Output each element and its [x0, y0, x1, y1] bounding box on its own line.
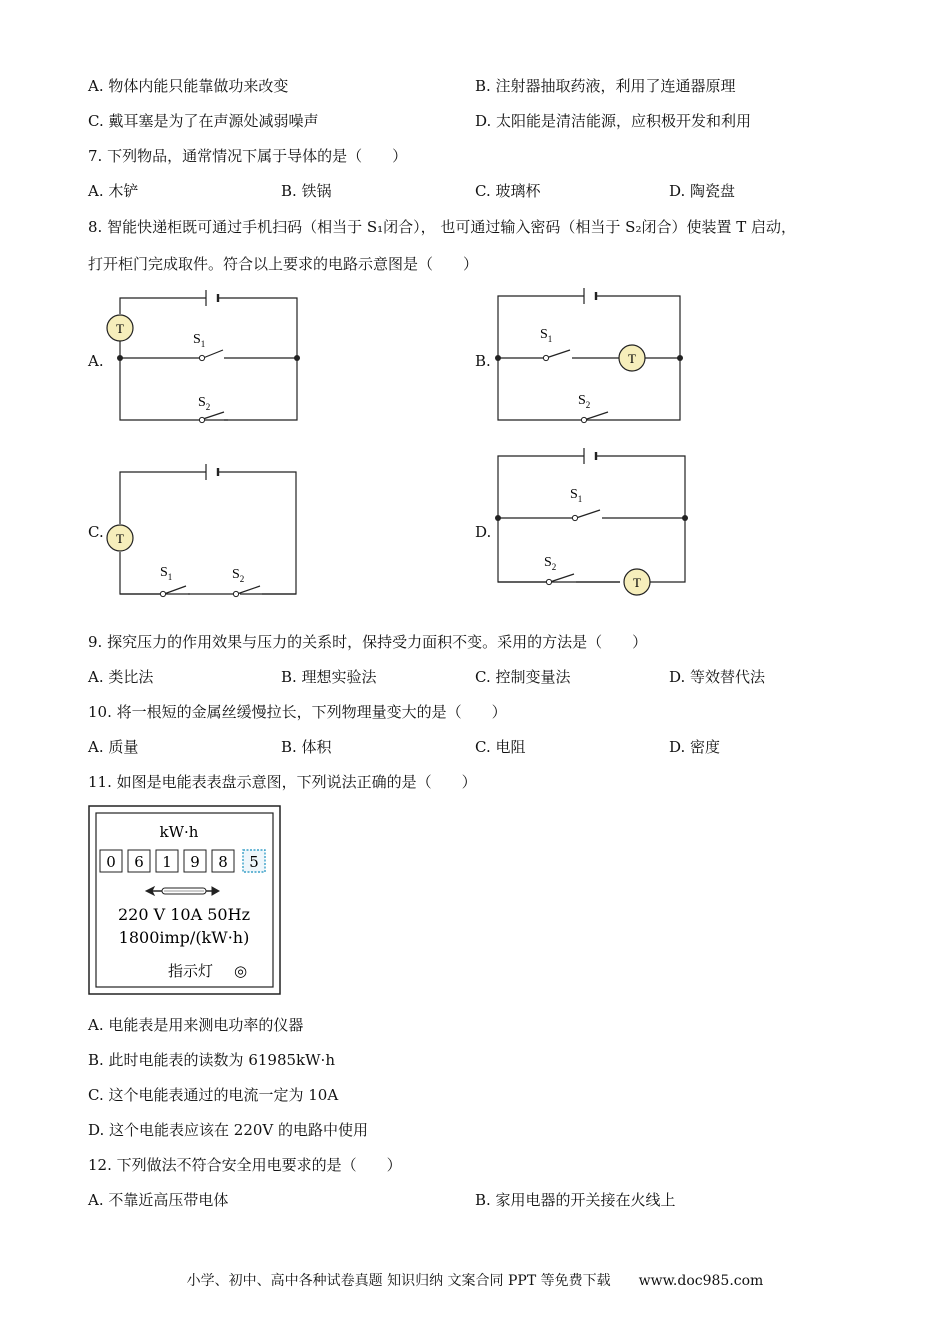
svg-text:S1: $S_1$ [540, 327, 553, 344]
meter-digit: 6 [134, 853, 144, 871]
q8-label-d: D. [475, 523, 492, 541]
q9-option-c: C. 控制变量法 [475, 668, 571, 686]
q6-option-b: B. 注射器抽取药液，利用了连通器原理 [475, 77, 736, 95]
meter-decimal-digit: 5 [249, 853, 259, 871]
page-footer: 小学、初中、高中各种试卷真题 知识归纳 文案合同 PPT 等免费下载 www.doc985.com [186, 1273, 764, 1289]
q6-option-c: C. 戴耳塞是为了在声源处减弱噪声 [88, 112, 319, 130]
indicator-light-icon: ◎ [234, 962, 248, 980]
circuit-b-diagram [488, 286, 698, 426]
q9-option-d: D. 等效替代法 [669, 668, 766, 686]
q10-option-b: B. 体积 [281, 738, 332, 756]
svg-text:S2: $S_2$ [232, 567, 245, 584]
svg-text:T: T [116, 531, 124, 546]
q11-stem: 11. 如图是电能表表盘示意图，下列说法正确的是（ ） [88, 773, 477, 791]
meter-unit: kW·h [159, 823, 199, 841]
svg-text:T: T [633, 575, 641, 590]
svg-text:S2: $S_2$ [198, 395, 211, 412]
q9-option-b: B. 理想实验法 [281, 668, 377, 686]
q8-label-a: A. [88, 352, 104, 370]
q9-stem: 9. 探究压力的作用效果与压力的关系时，保持受力面积不变。采用的方法是（ ） [88, 633, 648, 651]
circuit-c-diagram [100, 460, 310, 605]
svg-text:S2: $S_2$ [578, 393, 591, 410]
q7-option-b: B. 铁锅 [281, 182, 332, 200]
q7-option-a: A. 木铲 [88, 182, 139, 200]
q8-label-c: C. [88, 523, 104, 541]
q10-option-d: D. 密度 [669, 738, 721, 756]
q12-option-a: A. 不靠近高压带电体 [88, 1191, 229, 1209]
q12-stem: 12. 下列做法不符合安全用电要求的是（ ） [88, 1156, 402, 1174]
device-t [619, 345, 645, 371]
q9-option-a: A. 类比法 [88, 668, 154, 686]
device-t [107, 525, 133, 551]
svg-text:T: T [628, 351, 636, 366]
circuit-a-diagram [100, 286, 310, 426]
q7-stem: 7. 下列物品，通常情况下属于导体的是（ ） [88, 147, 408, 165]
meter-spec-line1: 220 V 10A 50Hz [117, 905, 251, 924]
device-t [624, 569, 650, 595]
q10-option-a: A. 质量 [88, 738, 139, 756]
q8-label-b: B. [475, 352, 491, 370]
q11-option-c: C. 这个电能表通过的电流一定为 10A [88, 1086, 339, 1104]
svg-text:S1: $S_1$ [193, 332, 206, 349]
q10-option-c: C. 电阻 [475, 738, 526, 756]
svg-text:S2: $S_2$ [544, 555, 557, 572]
q6-option-a: A. 物体内能只能靠做功来改变 [88, 77, 289, 95]
meter-digit: 0 [106, 853, 116, 871]
svg-text:S1: $S_1$ [160, 565, 173, 582]
q8-stem-line1: 8. 智能快递柜既可通过手机扫码（相当于 S₁闭合）， 也可通过输入密码（相当于 S₂闭合）使装置 T 启动， [88, 218, 797, 236]
q12-option-b: B. 家用电器的开关接在火线上 [475, 1191, 676, 1209]
meter-indicator-label: 指示灯 [168, 962, 214, 980]
meter-digit: 8 [218, 853, 228, 871]
q6-option-d: D. 太阳能是清洁能源，应积极开发和利用 [475, 112, 752, 130]
svg-text:S1: $S_1$ [570, 487, 583, 504]
meter-digit: 1 [162, 853, 172, 871]
svg-text:T: T [116, 321, 124, 336]
energy-meter-dial [88, 805, 281, 995]
q11-option-b: B. 此时电能表的读数为 61985kW·h [88, 1051, 335, 1069]
q11-option-a: A. 电能表是用来测电功率的仪器 [88, 1016, 304, 1034]
q10-stem: 10. 将一根短的金属丝缓慢拉长，下列物理量变大的是（ ） [88, 703, 507, 721]
device-t [107, 315, 133, 341]
q7-option-c: C. 玻璃杯 [475, 182, 541, 200]
meter-spec-line2: 1800imp/(kW·h) [118, 928, 250, 947]
circuit-d-diagram [488, 446, 698, 606]
q11-option-d: D. 这个电能表应该在 220V 的电路中使用 [88, 1121, 369, 1139]
q8-stem-line2: 打开柜门完成取件。符合以上要求的电路示意图是（ ） [88, 255, 479, 273]
meter-digit: 9 [190, 853, 200, 871]
q7-option-d: D. 陶瓷盘 [669, 182, 736, 200]
